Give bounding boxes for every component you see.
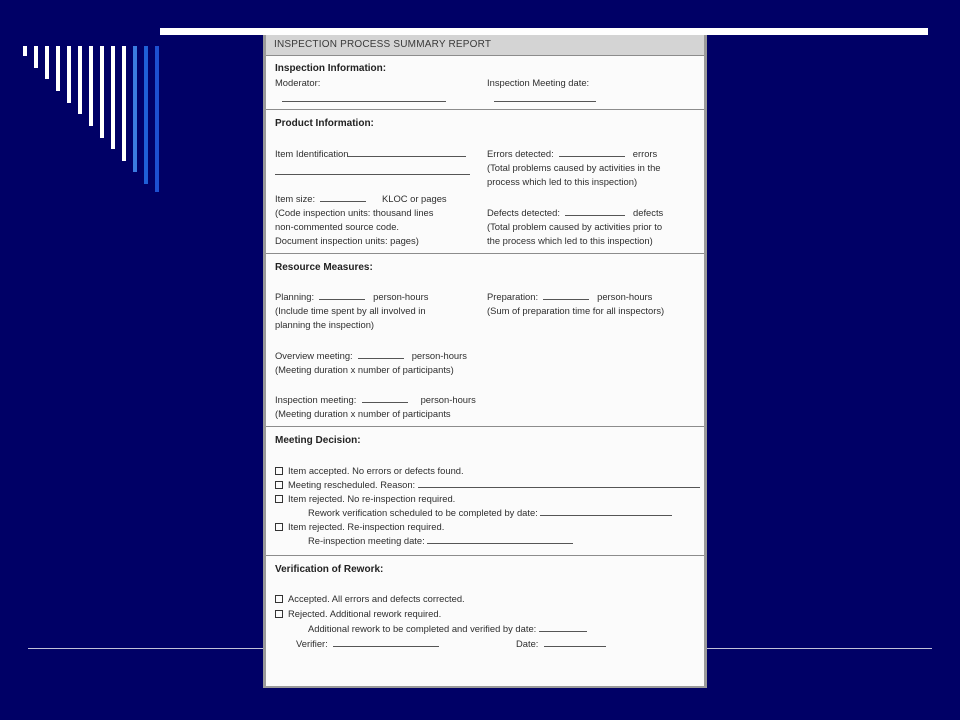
verification-accepted[interactable]: Accepted. All errors and defects corrected. <box>275 592 465 607</box>
section-heading: Resource Measures: <box>275 262 373 273</box>
item-identification-label: Item Identification <box>275 147 466 162</box>
defects-detected-label: Defects detected: defects <box>487 207 664 218</box>
verifier-field[interactable] <box>333 637 439 647</box>
section-heading: Inspection Information: <box>275 63 387 74</box>
decision-rejected-no-reinspection[interactable]: Item rejected. No re-inspection required. <box>275 492 455 507</box>
stripe <box>34 46 38 68</box>
size-note: Document inspection units: pages) <box>275 235 419 246</box>
planning-note: (Include time spent by all involved in <box>275 305 426 316</box>
meeting-date-field[interactable] <box>494 101 596 102</box>
checkbox[interactable] <box>275 481 283 489</box>
moderator-field[interactable] <box>282 101 446 102</box>
item-size-label: Item size: KLOC or pages <box>275 193 447 204</box>
section-heading: Product Information: <box>275 118 374 129</box>
reinspection-date-field[interactable] <box>427 534 573 544</box>
verification-rejected[interactable]: Rejected. Additional rework required. <box>275 607 441 622</box>
item-identification-field[interactable] <box>348 147 466 157</box>
decision-rejected-reinspection[interactable]: Item rejected. Re-inspection required. <box>275 520 444 535</box>
inspection-meeting-label: Inspection meeting: person-hours <box>275 394 476 405</box>
section-product-information <box>266 109 704 253</box>
stripe <box>78 46 82 114</box>
verification-date-field[interactable] <box>544 637 606 647</box>
section-heading: Meeting Decision: <box>275 435 361 446</box>
preparation-label: Preparation: person-hours <box>487 291 653 302</box>
checkbox[interactable] <box>275 467 283 475</box>
top-rule <box>160 28 928 35</box>
inspection-report-form <box>263 35 707 688</box>
stripe <box>122 46 126 161</box>
inspection-meeting-field[interactable] <box>362 393 408 403</box>
overview-note: (Meeting duration x number of participants) <box>275 364 454 375</box>
decorative-stripes <box>23 46 163 196</box>
stripe <box>56 46 60 91</box>
decision-accepted[interactable]: Item accepted. No errors or defects found. <box>275 464 464 479</box>
stripe <box>89 46 93 126</box>
overview-meeting-label: Overview meeting: person-hours <box>275 350 467 361</box>
stripe <box>111 46 115 149</box>
preparation-field[interactable] <box>543 290 589 300</box>
item-identification-field-2[interactable] <box>275 174 470 175</box>
checkbox[interactable] <box>275 610 283 618</box>
defects-detected-field[interactable] <box>565 206 625 216</box>
checkbox[interactable] <box>275 523 283 531</box>
stripe <box>45 46 49 79</box>
size-note: (Code inspection units: thousand lines <box>275 207 434 218</box>
stripe <box>144 46 148 184</box>
moderator-label: Moderator: <box>275 77 321 88</box>
errors-note: (Total problems caused by activities in the <box>487 162 661 173</box>
planning-note: planning the inspection) <box>275 319 375 330</box>
section-resource-measures <box>266 253 704 426</box>
errors-detected-field[interactable] <box>559 147 625 157</box>
rework-verification-date-field[interactable] <box>540 506 672 516</box>
meeting-date-label: Inspection Meeting date: <box>487 77 590 88</box>
reinspection-meeting-date: Re-inspection meeting date: <box>308 534 573 549</box>
additional-rework-date-field[interactable] <box>539 622 587 632</box>
section-inspection-information <box>266 56 704 109</box>
checkbox[interactable] <box>275 495 283 503</box>
checkbox[interactable] <box>275 595 283 603</box>
item-size-field[interactable] <box>320 192 366 202</box>
stripe <box>67 46 71 103</box>
errors-detected-label: Errors detected: errors <box>487 148 658 159</box>
errors-note: process which led to this inspection) <box>487 176 638 187</box>
verifier-label: Verifier: <box>296 637 439 652</box>
planning-field[interactable] <box>319 290 365 300</box>
planning-label: Planning: person-hours <box>275 291 429 302</box>
rework-verification-date: Rework verification scheduled to be completed by date: <box>308 506 672 521</box>
section-meeting-decision <box>266 426 704 555</box>
decision-rescheduled[interactable]: Meeting rescheduled. Reason: <box>275 478 700 493</box>
defects-note: (Total problem caused by activities prior to <box>487 221 663 232</box>
defects-note: the process which led to this inspection) <box>487 235 653 246</box>
overview-meeting-field[interactable] <box>358 349 404 359</box>
inspection-note: (Meeting duration x number of participants <box>275 408 451 419</box>
section-verification-of-rework <box>266 555 704 686</box>
stripe <box>155 46 159 192</box>
reschedule-reason-field[interactable] <box>418 478 700 488</box>
section-heading: Verification of Rework: <box>275 564 384 575</box>
preparation-note: (Sum of preparation time for all inspectors) <box>487 305 665 316</box>
stripe <box>133 46 137 172</box>
form-title: INSPECTION PROCESS SUMMARY REPORT <box>266 35 704 56</box>
stripe <box>23 46 27 56</box>
additional-rework-date: Additional rework to be completed and verified by date: <box>308 622 587 637</box>
size-note: non-commented source code. <box>275 221 400 232</box>
stripe <box>100 46 104 138</box>
verification-date-label: Date: <box>516 637 606 652</box>
